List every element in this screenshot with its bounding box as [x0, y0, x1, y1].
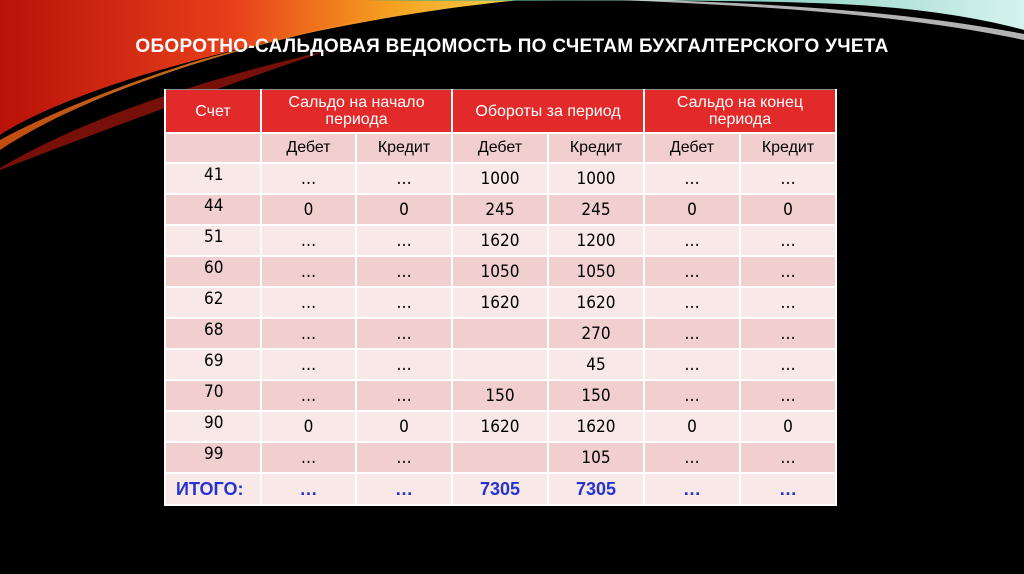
account-cell: 99	[165, 442, 261, 473]
opening-credit-cell: …	[356, 442, 452, 473]
table-row	[165, 411, 836, 442]
closing-debit-cell: …	[644, 225, 740, 256]
turnover-credit-cell: 1620	[548, 411, 644, 442]
turnover-credit-cell: 1200	[548, 225, 644, 256]
opening-credit-cell: 0	[356, 411, 452, 442]
table-row	[165, 287, 836, 318]
table-row	[165, 225, 836, 256]
closing-credit-cell: 0	[740, 411, 836, 442]
closing-credit-cell: …	[740, 256, 836, 287]
slide-title: ОБОРОТНО-САЛЬДОВАЯ ВЕДОМОСТЬ ПО СЧЕТАМ БУХГАЛТЕРСКОГО УЧЕТА	[135, 36, 889, 57]
closing-debit-cell: …	[644, 380, 740, 411]
turnover-debit-cell	[452, 318, 548, 349]
closing-debit-cell: …	[644, 256, 740, 287]
account-cell: 51	[165, 225, 261, 256]
subheader-row	[165, 133, 836, 163]
table-row	[165, 256, 836, 287]
turnover-balance-table	[164, 89, 837, 506]
header-closing-balance: Сальдо на конец периода	[644, 90, 836, 134]
turnover-debit-cell: 1000	[452, 163, 548, 194]
subheader-debit: Дебет	[261, 133, 356, 163]
closing-credit-cell: …	[740, 225, 836, 256]
opening-credit-cell: …	[356, 380, 452, 411]
total-closing-debit: …	[644, 473, 740, 505]
table-row	[165, 163, 836, 194]
opening-credit-cell: …	[356, 225, 452, 256]
opening-debit-cell: …	[261, 163, 356, 194]
opening-debit-cell: …	[261, 380, 356, 411]
turnover-debit-cell: 1620	[452, 225, 548, 256]
turnover-debit-cell: 1620	[452, 287, 548, 318]
closing-credit-cell: …	[740, 349, 836, 380]
opening-debit-cell: …	[261, 318, 356, 349]
opening-credit-cell: 0	[356, 194, 452, 225]
closing-debit-cell: 0	[644, 411, 740, 442]
account-cell: 69	[165, 349, 261, 380]
total-opening-credit: …	[356, 473, 452, 505]
opening-debit-cell: 0	[261, 411, 356, 442]
turnover-debit-cell: 1050	[452, 256, 548, 287]
table-row	[165, 442, 836, 473]
header-opening-balance: Сальдо на начало периода	[261, 90, 452, 134]
account-cell: 90	[165, 411, 261, 442]
table-row	[165, 318, 836, 349]
turnover-debit-cell	[452, 442, 548, 473]
opening-credit-cell: …	[356, 349, 452, 380]
total-row	[165, 473, 836, 505]
turnover-credit-cell: 1050	[548, 256, 644, 287]
account-cell: 62	[165, 287, 261, 318]
closing-credit-cell: …	[740, 442, 836, 473]
opening-debit-cell: …	[261, 442, 356, 473]
turnover-debit-cell	[452, 349, 548, 380]
turnover-credit-cell: 1620	[548, 287, 644, 318]
closing-credit-cell: …	[740, 318, 836, 349]
closing-debit-cell: …	[644, 349, 740, 380]
opening-credit-cell: …	[356, 256, 452, 287]
turnover-credit-cell: 270	[548, 318, 644, 349]
turnover-credit-cell: 105	[548, 442, 644, 473]
subheader-credit: Кредит	[740, 133, 836, 163]
closing-debit-cell: 0	[644, 194, 740, 225]
account-cell: 44	[165, 194, 261, 225]
turnover-credit-cell: 45	[548, 349, 644, 380]
opening-credit-cell: …	[356, 287, 452, 318]
subheader-credit: Кредит	[356, 133, 452, 163]
turnover-debit-cell: 1620	[452, 411, 548, 442]
total-turnover-credit: 7305	[548, 473, 644, 505]
opening-credit-cell: …	[356, 163, 452, 194]
turnover-credit-cell: 1000	[548, 163, 644, 194]
total-opening-debit: …	[261, 473, 356, 505]
closing-debit-cell: …	[644, 163, 740, 194]
turnover-debit-cell: 245	[452, 194, 548, 225]
subheader-credit: Кредит	[548, 133, 644, 163]
opening-debit-cell: …	[261, 287, 356, 318]
closing-credit-cell: 0	[740, 194, 836, 225]
account-cell: 70	[165, 380, 261, 411]
turnover-credit-cell: 150	[548, 380, 644, 411]
subheader-debit: Дебет	[452, 133, 548, 163]
header-row	[165, 90, 836, 134]
opening-debit-cell: 0	[261, 194, 356, 225]
subheader-empty	[165, 133, 261, 163]
account-cell: 68	[165, 318, 261, 349]
total-label: ИТОГО:	[165, 473, 261, 505]
account-cell: 60	[165, 256, 261, 287]
closing-debit-cell: …	[644, 442, 740, 473]
turnover-credit-cell: 245	[548, 194, 644, 225]
subheader-debit: Дебет	[644, 133, 740, 163]
total-closing-credit: …	[740, 473, 836, 505]
turnover-debit-cell: 150	[452, 380, 548, 411]
closing-debit-cell: …	[644, 287, 740, 318]
table-row	[165, 380, 836, 411]
header-turnover: Обороты за период	[452, 90, 644, 134]
closing-debit-cell: …	[644, 318, 740, 349]
table-row	[165, 349, 836, 380]
closing-credit-cell: …	[740, 287, 836, 318]
opening-credit-cell: …	[356, 318, 452, 349]
table-row	[165, 194, 836, 225]
account-cell: 41	[165, 163, 261, 194]
closing-credit-cell: …	[740, 380, 836, 411]
opening-debit-cell: …	[261, 225, 356, 256]
opening-debit-cell: …	[261, 256, 356, 287]
total-turnover-debit: 7305	[452, 473, 548, 505]
header-account: Счет	[165, 90, 261, 134]
closing-credit-cell: …	[740, 163, 836, 194]
opening-debit-cell: …	[261, 349, 356, 380]
